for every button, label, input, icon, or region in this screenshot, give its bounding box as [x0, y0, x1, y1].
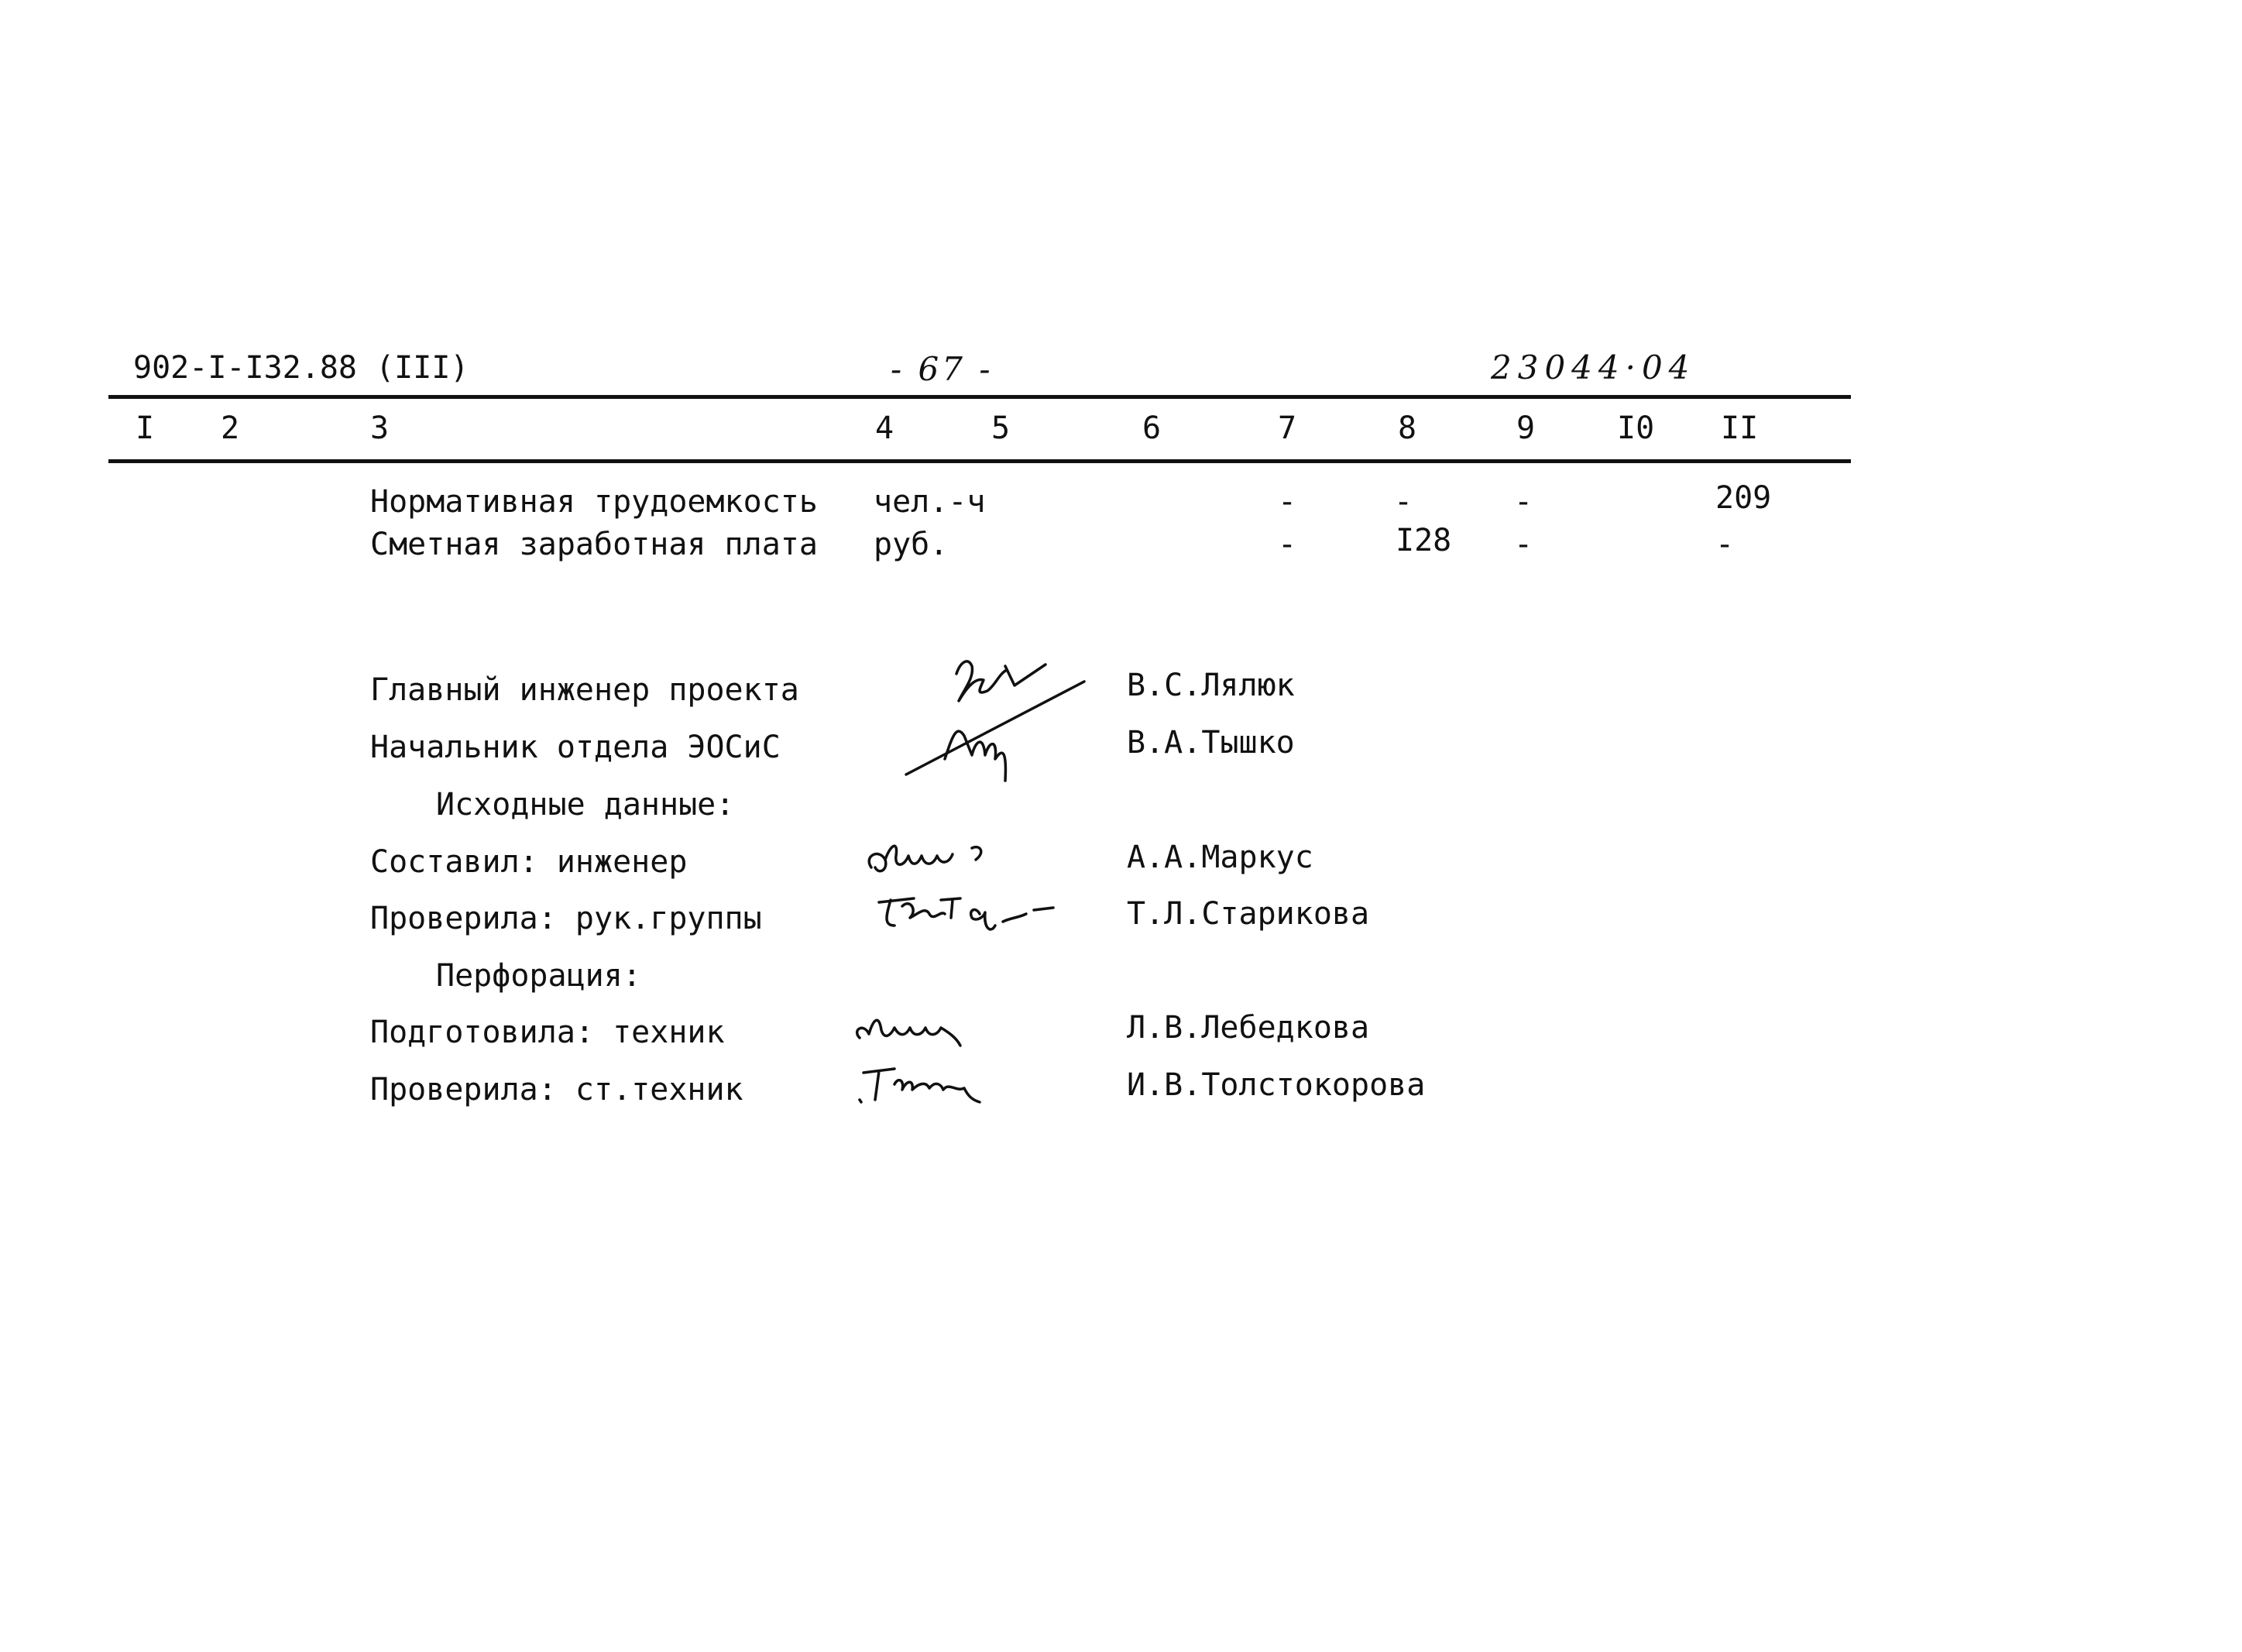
- signatory-role: Проверила: рук.группы: [370, 901, 762, 936]
- col-header-6: 6: [1142, 410, 1162, 446]
- row-col7-value: -: [1278, 527, 1297, 562]
- col-header-5: 5: [991, 410, 1011, 446]
- signatory-role: Составил: инженер: [370, 844, 688, 880]
- section-heading: Перфорация:: [436, 958, 641, 994]
- col-header-8: 8: [1398, 410, 1417, 446]
- signature-scribble: [852, 1003, 1022, 1057]
- row-col8-value: I28: [1396, 523, 1452, 558]
- archive-number: 23044·04: [1491, 349, 1696, 386]
- col-header-2: 2: [221, 410, 240, 446]
- col-header-9: 9: [1516, 410, 1536, 446]
- page-number: - 67 -: [891, 350, 994, 388]
- col-header-7: 7: [1278, 410, 1297, 446]
- row-col7-value: -: [1278, 484, 1297, 520]
- document-code: 902-I-I32.88 (III): [133, 350, 469, 386]
- col-header-10: I0: [1617, 410, 1655, 446]
- row-col11-value: 209: [1715, 480, 1772, 516]
- signature-scribble: [898, 643, 1092, 790]
- row-name: Нормативная трудоемкость: [370, 484, 818, 520]
- row-col8-value: -: [1394, 484, 1413, 520]
- row-unit: руб.: [874, 527, 949, 562]
- signatory-role: Начальник отдела ЭОСиС: [370, 730, 781, 765]
- signatory-name: Т.Л.Старикова: [1127, 896, 1370, 932]
- row-col9-value: -: [1514, 527, 1533, 562]
- header-rule-bottom: [108, 459, 1851, 463]
- row-unit: чел.-ч: [874, 484, 986, 520]
- signatory-name: Л.В.Лебедкова: [1127, 1010, 1370, 1046]
- signatory-role: Главный инженер проекта: [370, 672, 799, 708]
- col-header-4: 4: [875, 410, 894, 446]
- row-col9-value: -: [1514, 484, 1533, 520]
- signatory-role: Подготовила: техник: [370, 1015, 725, 1050]
- header-rule-top: [108, 395, 1851, 399]
- section-heading: Исходные данные:: [436, 787, 735, 823]
- row-col11-value: -: [1715, 527, 1735, 562]
- signature-scribble: [867, 883, 1069, 945]
- col-header-1: I: [136, 410, 155, 446]
- signature-scribble: [852, 1057, 1022, 1115]
- col-header-3: 3: [370, 410, 390, 446]
- col-header-11: II: [1721, 410, 1759, 446]
- signatory-name: В.А.Тышко: [1127, 725, 1295, 761]
- signatory-name: В.С.Лялюк: [1127, 668, 1295, 703]
- signatory-name: А.А.Маркус: [1127, 840, 1313, 875]
- signature-scribble: [863, 833, 1018, 887]
- signatory-role: Проверила: ст.техник: [370, 1072, 743, 1108]
- signatory-name: И.В.Толстокорова: [1127, 1067, 1426, 1103]
- row-name: Сметная заработная плата: [370, 527, 818, 562]
